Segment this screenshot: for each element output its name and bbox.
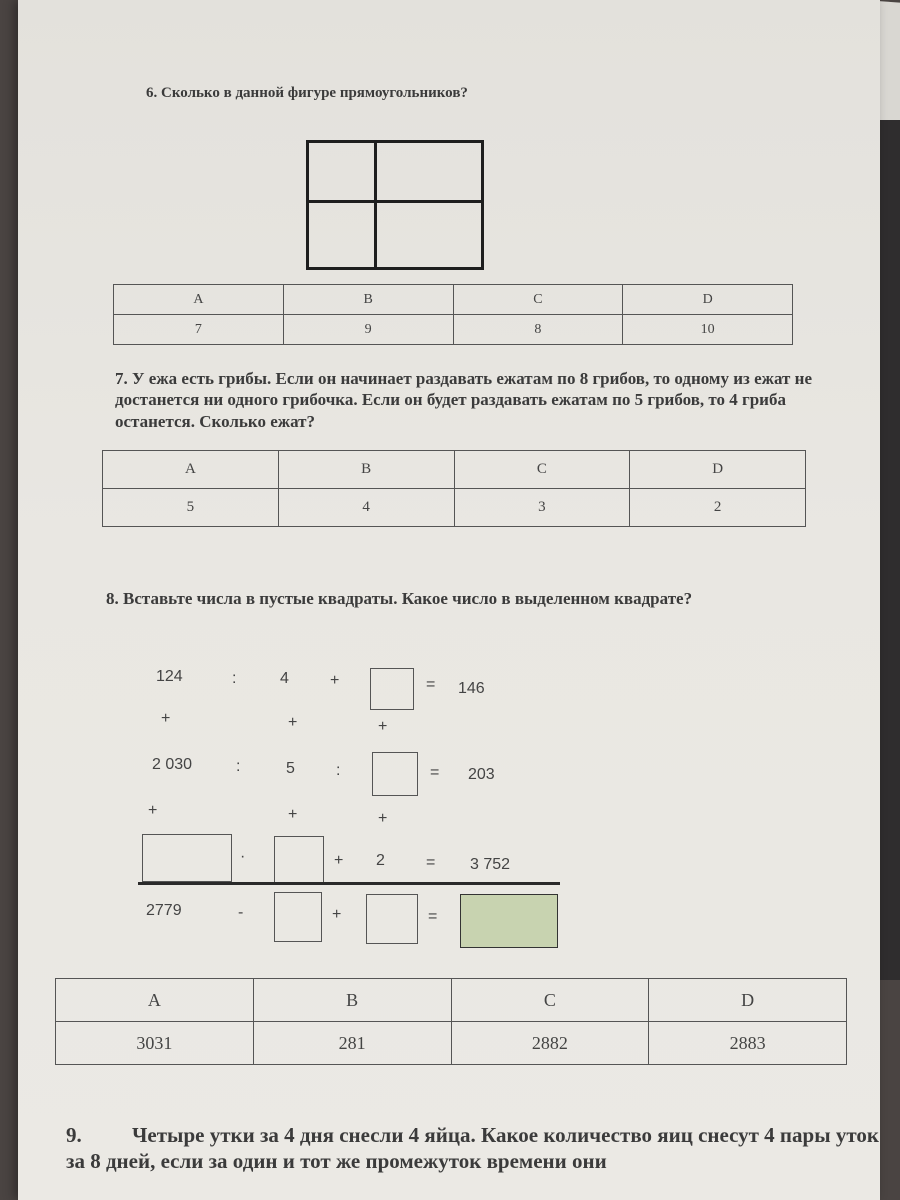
row4-operator-1: - xyxy=(238,904,244,921)
option-a-label: A xyxy=(103,451,279,489)
answer-header-row xyxy=(56,979,847,1022)
option-a-value: 3031 xyxy=(56,1022,254,1065)
row3-operator-1: · xyxy=(240,848,246,865)
option-b-label: B xyxy=(283,285,453,315)
figure-horizontal-line xyxy=(309,200,481,203)
question-9-title xyxy=(66,1122,886,1175)
row4-empty-box-c[interactable] xyxy=(366,894,418,944)
question-6-answers xyxy=(113,284,793,345)
answer-header-row xyxy=(114,285,793,315)
option-b-value: 9 xyxy=(283,315,453,345)
row2-number-a: 2 030 xyxy=(152,756,193,773)
option-c-label: C xyxy=(451,979,649,1022)
option-b-label: B xyxy=(278,451,454,489)
row3-number-c: 2 xyxy=(376,852,385,869)
row2-operator-2: : xyxy=(336,762,341,779)
option-a-label: A xyxy=(56,979,254,1022)
question-8-title: 8. Вставьте числа в пустые квадраты. Какое число в выделенном квадрате? xyxy=(106,589,693,608)
row1-empty-box[interactable] xyxy=(370,668,414,710)
row1-operator-2: + xyxy=(330,672,340,689)
plus-sign: + xyxy=(288,806,298,823)
option-b-value: 281 xyxy=(253,1022,451,1065)
option-d-value: 2 xyxy=(630,489,806,527)
row3-empty-box-b[interactable] xyxy=(274,836,324,884)
row2-empty-box[interactable] xyxy=(372,752,418,796)
answer-header-row xyxy=(103,451,806,489)
option-a-label: A xyxy=(114,285,284,315)
option-d-label: D xyxy=(623,285,793,315)
option-a-value: 7 xyxy=(114,315,284,345)
rectangle-figure xyxy=(306,140,484,270)
option-d-value: 10 xyxy=(623,315,793,345)
question-6-title: 6. Сколько в данной фигуре прямоугольников? xyxy=(146,85,468,101)
figure-vertical-line xyxy=(374,143,377,267)
option-a-value: 5 xyxy=(103,489,279,527)
row3-equals: = xyxy=(426,854,436,871)
question-7-answers xyxy=(102,450,806,527)
row1-operator-1: : xyxy=(232,670,237,687)
option-b-label: B xyxy=(253,979,451,1022)
question-8-answers xyxy=(55,978,847,1065)
answer-value-row xyxy=(103,489,806,527)
option-c-label: C xyxy=(453,285,623,315)
row3-operator-2: + xyxy=(334,852,344,869)
option-c-label: C xyxy=(454,451,630,489)
row3-empty-box-a[interactable] xyxy=(142,834,232,882)
row4-number-a: 2779 xyxy=(146,902,182,919)
sum-line xyxy=(138,882,560,885)
row2-operator-1: : xyxy=(236,758,241,775)
option-c-value: 3 xyxy=(454,489,630,527)
plus-sign: + xyxy=(378,810,388,827)
row1-number-a: 124 xyxy=(156,668,183,685)
question-7-title: 7. У ежа есть грибы. Если он начинает раздавать ежатам по 8 грибов, то одному из ежат не достанется ни одного грибочка. Если он будет раздавать ежатам по 5 грибов, то 4 гриба останется. Сколько ежат? xyxy=(115,369,812,431)
option-c-value: 8 xyxy=(453,315,623,345)
option-d-value: 2883 xyxy=(649,1022,847,1065)
row1-equals: = xyxy=(426,676,436,693)
row2-result: 203 xyxy=(468,766,495,783)
plus-sign: + xyxy=(288,714,298,731)
plus-sign: + xyxy=(148,802,158,819)
plus-sign: + xyxy=(161,710,171,727)
plus-sign: + xyxy=(378,718,388,735)
option-b-value: 4 xyxy=(278,489,454,527)
option-d-label: D xyxy=(649,979,847,1022)
row4-equals: = xyxy=(428,908,438,925)
row2-equals: = xyxy=(430,764,440,781)
row4-operator-2: + xyxy=(332,906,342,923)
option-d-label: D xyxy=(630,451,806,489)
answer-value-row xyxy=(56,1022,847,1065)
answer-value-row xyxy=(114,315,793,345)
row4-empty-box-b[interactable] xyxy=(274,892,322,942)
highlighted-answer-box[interactable] xyxy=(460,894,558,948)
worksheet-page xyxy=(18,0,880,1200)
row3-result: 3 752 xyxy=(470,856,511,873)
question-9-text: Четыре утки за 4 дня снесли 4 яйца. Какое количество яиц снесут 4 пары уток за 8 дней, если за один и тот же промежуток времени они xyxy=(66,1123,879,1174)
question-9-number: 9. xyxy=(66,1123,82,1147)
option-c-value: 2882 xyxy=(451,1022,649,1065)
row2-number-b: 5 xyxy=(286,760,295,777)
row1-result: 146 xyxy=(458,680,485,697)
row1-number-b: 4 xyxy=(280,670,289,687)
